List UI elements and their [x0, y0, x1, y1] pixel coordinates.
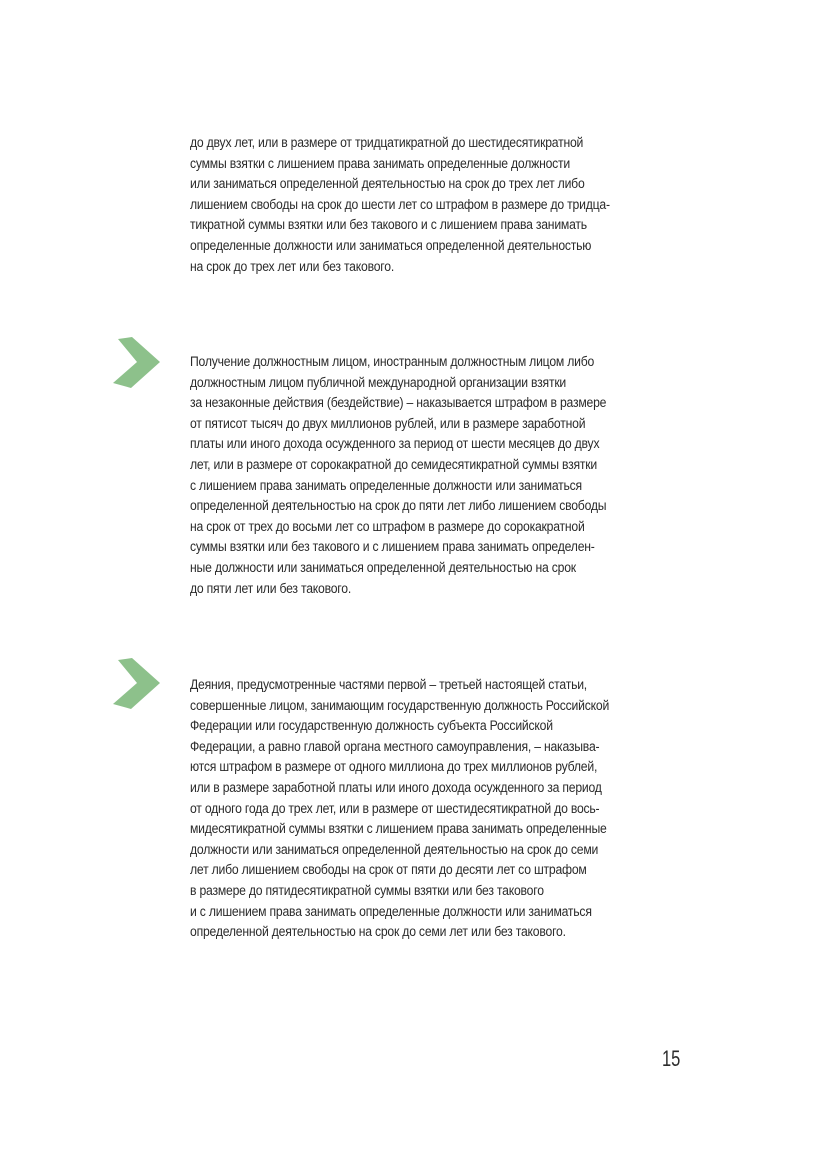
paragraph-state-official-acts — [190, 675, 690, 943]
text-line: Федерации, а равно главой органа местного самоуправления, – наказыва- — [190, 738, 600, 755]
text-line: ются штрафом в размере от одного миллиона до трех миллионов рублей, — [190, 759, 598, 776]
page-number: 15 — [662, 1046, 681, 1071]
text-line: тикратной суммы взятки или без такового и с лишением права занимать — [190, 217, 587, 234]
chevron-right-icon — [111, 656, 161, 710]
text-line: должностным лицом публичной международной организации взятки — [190, 374, 567, 391]
text-line: или в размере заработной платы или иного дохода осужденного за период — [190, 779, 602, 796]
text-line: с лишением права занимать определенные должности или заниматься — [190, 477, 582, 494]
chevron-right-icon — [111, 335, 161, 389]
text-line: Деяния, предусмотренные частями первой – третьей настоящей статьи, — [190, 677, 587, 693]
text-line: ные должности или заниматься определенной деятельностью на срок — [190, 559, 576, 576]
text-line: до пяти лет или без такового. — [190, 580, 352, 597]
text-line: и с лишением права занимать определенные должности или заниматься — [190, 903, 592, 920]
text-line: за незаконные действия (бездействие) – наказывается штрафом в размере — [190, 395, 607, 412]
text-line: суммы взятки или без такового и с лишением права занимать определен- — [190, 539, 595, 556]
text-line: совершенные лицом, занимающим государственную должность Российской — [190, 697, 610, 714]
text-line: или заниматься определенной деятельностью на срок до трех лет либо — [190, 176, 585, 193]
text-line: лет, или в размере от сорокакратной до семидесятикратной суммы взятки — [190, 456, 597, 473]
text-line: на срок до трех лет или без такового. — [190, 258, 394, 275]
text-line: в размере до пятидесятикратной суммы взятки или без такового — [190, 882, 544, 899]
text-line: лет либо лишением свободы на срок от пяти до десяти лет со штрафом — [190, 862, 587, 879]
text-line: мидесятикратной суммы взятки с лишением права занимать определенные — [190, 821, 607, 838]
text-line: платы или иного дохода осужденного за период от шести месяцев до двух — [190, 436, 600, 453]
text-line: лишением свободы на срок до шести лет со штрафом в размере до тридца- — [190, 196, 610, 213]
text-line: определенные должности или заниматься определенной деятельностью — [190, 237, 592, 254]
text-line: определенной деятельностью на срок до семи лет или без такового. — [190, 924, 566, 941]
paragraph-bribe-receipt-foreign-official — [190, 352, 690, 599]
text-line: суммы взятки с лишением права занимать определенные должности — [190, 155, 571, 172]
text-line: до двух лет, или в размере от тридцатикратной до шестидесятикратной — [190, 135, 584, 151]
text-line: от одного года до трех лет, или в размере от шестидесятикратной до вось- — [190, 800, 600, 817]
text-line: должности или заниматься определенной деятельностью на срок до семи — [190, 841, 599, 858]
text-line: Федерации или государственную должность субъекта Российской — [190, 718, 553, 735]
paragraph-continuation — [190, 133, 690, 277]
text-line: от пятисот тысяч до двух миллионов рублей, или в размере заработной — [190, 415, 586, 432]
text-line: определенной деятельностью на срок до пяти лет либо лишением свободы — [190, 498, 607, 515]
text-line: на срок от трех до восьми лет со штрафом в размере до сорокакратной — [190, 518, 585, 535]
text-line: Получение должностным лицом, иностранным должностным лицом либо — [190, 354, 595, 370]
